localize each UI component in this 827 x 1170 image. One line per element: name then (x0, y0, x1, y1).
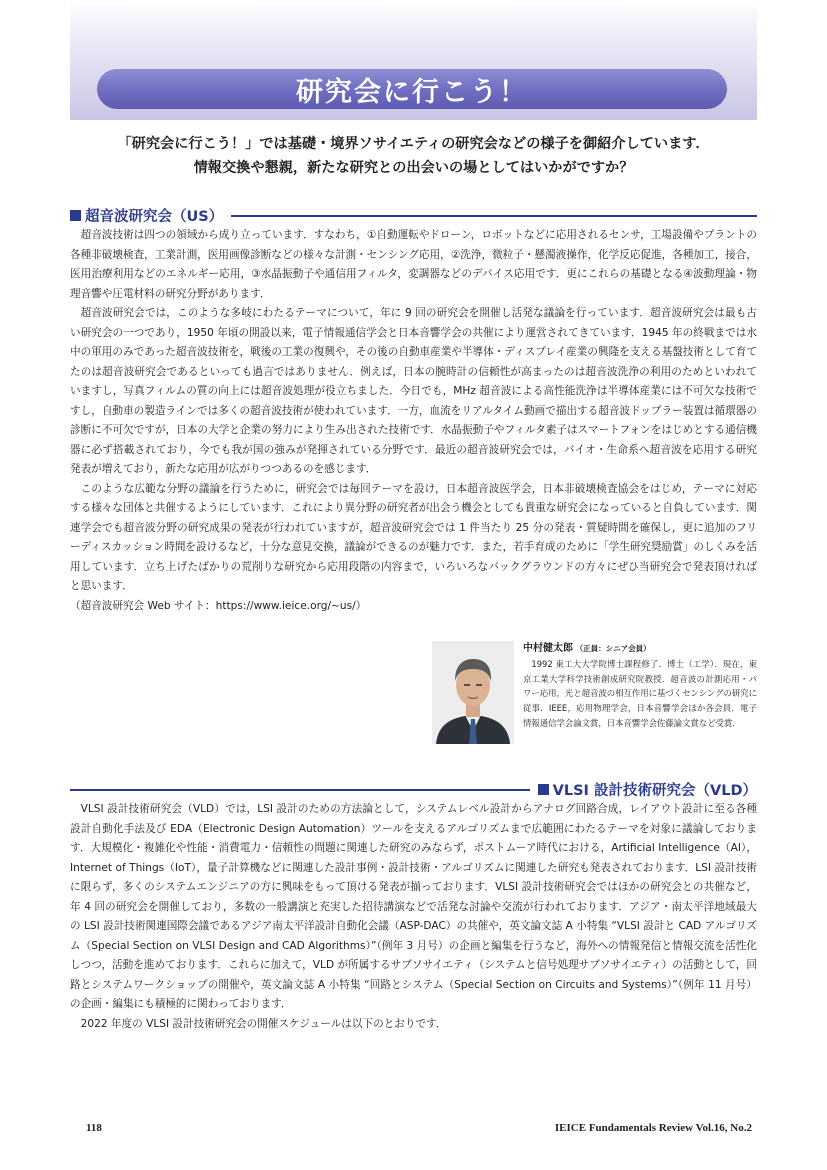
author-photo (432, 641, 514, 744)
author-role: （正員：シニア会員） (575, 644, 651, 653)
author-bio-text: 1992 東工大大学院博士課程修了．博士（工学）．現在，東京工業大学科学技術創成研究院教授．超音波の計測応用・パワー応用，光と超音波の相互作用に基づくセンシングの研究に従事．IEEE，応用物理学会，日本音響学会ほか各会員．電子情報通信学会論文賞，日本音響学会佐藤論文賞など受賞． (523, 658, 757, 728)
us-paragraph-2: 超音波研究会では，このような多岐にわたるテーマについて，年に 9 回の研究会を開催し活発な議論を行っています．超音波研究会は最も古い研究会の一つであり，1950 年頃の開設以来，電子情報通信学会と日本音響学会の共催により運営されてきています．1945 年の終戦までは水中の軍用のみであった超音波技術を，戦後の工業の復興や，その後の自動車産業や半導体・ディスプレイ産業の興隆を支える基盤技術として育てたのは超音波研究会であるといっても過言ではありません．例えば，日本の腕時計の信頼性が高まったのは超音波洗浄の利用のためといわれていますし，写真フィルムの質の向上には超音波処理が役立ちました．今日でも，MHz 超音波による高性能洗浄は半導体産業には不可欠な技術ですし，自動車の製造ラインでは多くの超音波技術が使われています．一方，血流をリアルタイム動画で描出する超音波ドップラー装置は循環器の診断に不可欠ですが，日本の大学と企業の努力により生み出された技術です．水晶振動子やフィルタ素子はスマートフォンをはじめとする通信機器に必ず搭載されており，今でも我が国の強みが発揮されている分野です．最近の超音波研究会では，バイオ・生命系へ超音波を応用する研究発表が増えており，新たな応用が広がりつつあるのを感じます． (70, 307, 757, 475)
vld-body (70, 800, 757, 1034)
vld-paragraph-1: VLSI 設計技術研究会（VLD）では，LSI 設計のための方法論として，システムレベル設計からアナログ回路合成，レイアウト設計に至る各種設計自動化手法及び EDA（Electronic Design Automation）ツールを支えるアルゴリズムまで広範囲にわたるテーマを対象に議論しております．大規模化・複雑化や性能・消費電力・信頼性の問題に関連した研究のみならず，ポストムーア時代における，Artificial Intelligence（AI），Internet of Things（IoT），量子計算機などに関連した設計事例・設計技術・アルゴリズムに関連した研究も発表されております．LSI 設計技術に限らず，多くのシステムエンジニアの方に興味をもって頂ける発表が揃っております．VLSI 設計技術研究会ではほかの研究会との共催など，年 4 回の研究会を開催しており，多数の一般講演と充実した招待講演などで活発な討論や交流が行われております．アジア・南太平洋地域最大の LSI 設計技術関連国際会議であるアジア南太平洋設計自動化会議（ASP-DAC）の共催や，英文論文誌 A 小特集 “VLSI 設計と CAD アルゴリズム（Special Section on VLSI Design and CAD Algorithms）”（例年 3 月号）の企画と編集を行うなど，海外への情報発信と情報交流を活性化しつつ，活動を進めております．これらに加えて，VLD が所属するサブソサイエティ（システムと信号処理サブソサイエティ）の活動として，回路とシステムワークショップの開催や，英文論文誌 A 小特集 “回路とシステム（Special Section on Circuits and Systems）”（例年 11 月号）の企画・編集にも積極的に関わっております． (70, 803, 757, 1010)
square-bullet-icon (538, 784, 549, 795)
page-title (97, 69, 727, 109)
portrait-icon (432, 641, 514, 744)
us-website: （超音波研究会 Web サイト：https://www.ieice.org/~us/） (70, 599, 367, 612)
us-section-heading (70, 205, 757, 226)
us-paragraph-3: このような広範な分野の議論を行うために，研究会では毎回テーマを設け，日本超音波医学会，日本非破壊検査協会をはじめ，テーマに対応する様々な団体と共催するようにしています．これにより異分野の研究者が出会う機会としても貴重な研究会になっていると自負しています．関連学会でも超音波分野の研究成果の発表が行われていますが，超音波研究会では 1 件当たり 25 分の発表・質疑時間を確保し，更に追加のフリーディスカッション時間を設けるなど，十分な意見交換，議論ができるのが魅力です．また，若手育成のために「学生研究奨励賞」のしくみを活用しています．立ち上げたばかりの荒削りな研究から応用段階の内容まで，いろいろなバックグラウンドの方々にぜひ当研究会で発表頂ければと思います． (70, 482, 757, 592)
square-bullet-icon (70, 210, 81, 221)
author-bio (523, 641, 757, 731)
intro-line-1: 「研究会に行こう！」では基礎・境界ソサイエティの研究会などの様子を御紹介しています． (117, 136, 710, 152)
us-body (70, 226, 757, 616)
journal-name: IEICE Fundamentals Review Vol.16, No.2 (554, 1122, 752, 1134)
us-heading-text: 超音波研究会（US） (85, 209, 224, 225)
page-title-text: 研究会に行こう！ (296, 76, 528, 108)
intro-line-2: 情報交換や懇親，新たな研究との出会いの場としてはいかがですか？ (193, 160, 634, 176)
vld-section-heading (70, 779, 757, 800)
heading-rule (70, 789, 530, 791)
vld-paragraph-2: 2022 年度の VLSI 設計技術研究会の開催スケジュールは以下のとおりです． (80, 1017, 447, 1030)
heading-rule (231, 215, 757, 217)
author-name: 中村健太郎 (523, 643, 573, 654)
us-paragraph-1: 超音波技術は四つの領域から成り立っています．すなわち，①自動運転やドローン，ロボットなどに応用されるセンサ，工場設備やプラントの各種非破壊検査，工業計測，医用画像診断などの様々な計測・センシング応用，②洗浄，微粒子・懸濁液操作，化学反応促進，各種加工，接合，医用治療利用などのエネルギー応用，③水晶振動子や通信用フィルタ，変調器などのデバイス応用です．更にこれらの基礎となる④波動理論・物理音響や圧電材料の研究分野があります． (70, 229, 757, 300)
intro (70, 132, 757, 180)
vld-heading-text: VLSI 設計技術研究会（VLD） (552, 783, 757, 799)
page-number: 118 (86, 1122, 102, 1134)
